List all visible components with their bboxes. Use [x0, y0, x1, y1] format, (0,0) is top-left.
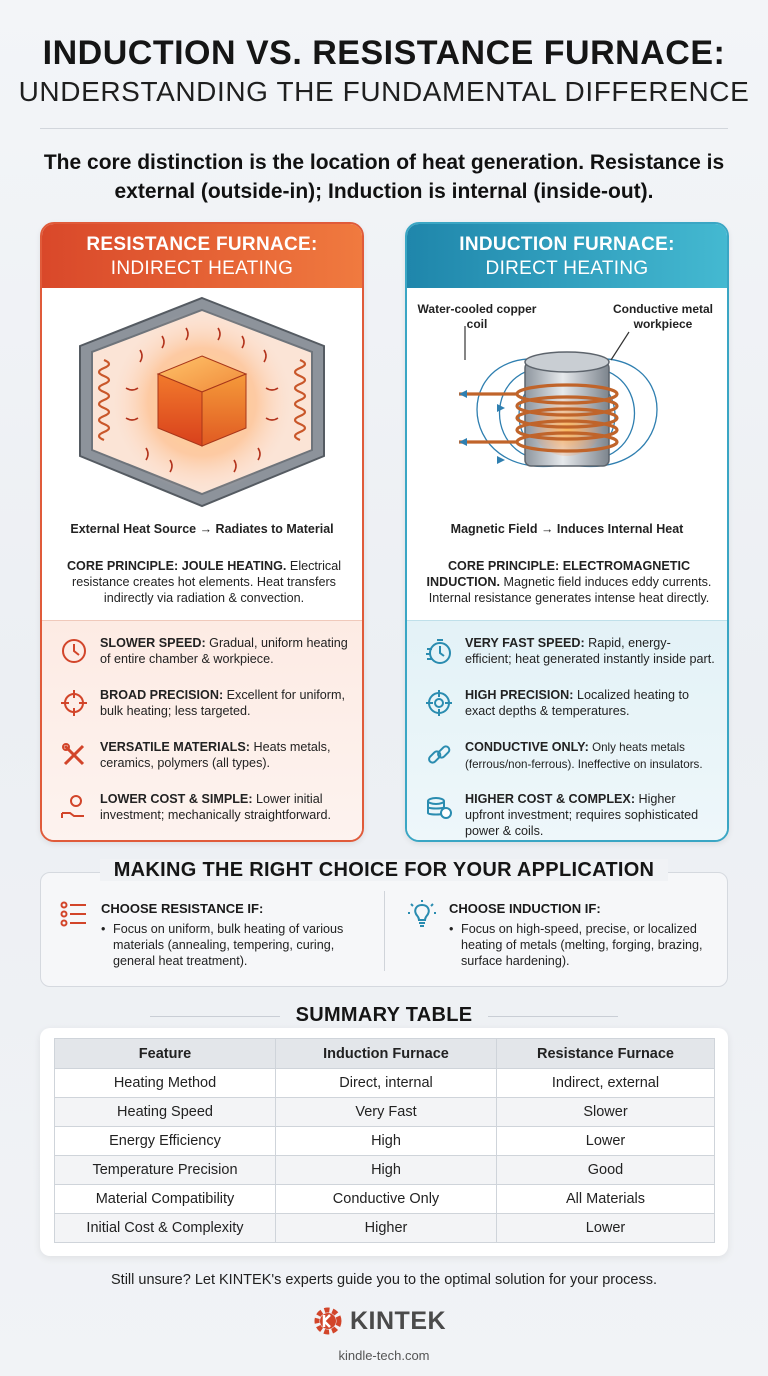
feature-text: Localized heating to exact depths & temperatures. [465, 688, 689, 718]
feature-title: VERSATILE MATERIALS: [100, 740, 250, 754]
table-cell: Heating Speed [55, 1098, 276, 1127]
feature-text: Only heats metals (ferrous/non-ferrous). Ineffective on insulators. [465, 741, 703, 771]
resistance-caption: External Heat Source → Radiates to Material [70, 522, 334, 536]
title-line-1: INDUCTION VS. RESISTANCE FURNACE: [42, 34, 726, 72]
table-cell: Very Fast [276, 1098, 497, 1127]
feature-title: HIGH PRECISION: [465, 688, 574, 702]
kintek-gear-icon [312, 1305, 344, 1337]
induction-subtitle: DIRECT HEATING [485, 258, 649, 279]
table-cell: Indirect, external [497, 1069, 715, 1098]
induction-principle-text: Magnetic field induces eddy currents. Internal resistance generates intense heat directly. [428, 575, 712, 605]
table-row [55, 1156, 715, 1185]
summary-table-card [40, 1028, 728, 1256]
choice-title [40, 859, 728, 882]
coil-label: Water-cooled copper coil [417, 302, 537, 331]
table-cell: All Materials [497, 1185, 715, 1214]
resistance-principle-text: Electrical resistance creates hot elements. Heat transfers indirectly via radiation & convection. [72, 559, 342, 605]
crosshair-icon [60, 689, 88, 717]
feature-title: LOWER COST & SIMPLE: [100, 792, 253, 806]
tools-icon [60, 741, 88, 769]
lead-text: The core distinction is the location of heat generation. Resistance is external (outside-in); Induction is internal (inside-out). [43, 151, 725, 203]
table-cell: Material Compatibility [55, 1185, 276, 1214]
feature-item [407, 635, 727, 687]
choice-title-text: MAKING THE RIGHT CHOICE FOR YOUR APPLICATION [100, 859, 669, 881]
stopwatch-icon [425, 637, 453, 665]
induction-principle-title: CORE PRINCIPLE: ELECTROMAGNETIC INDUCTION. [426, 559, 691, 589]
feature-item [407, 739, 727, 791]
resistance-panel-header [42, 224, 362, 288]
feature-title: SLOWER SPEED: [100, 636, 206, 650]
column-header: Induction Furnace [276, 1039, 497, 1069]
workpiece-label: Conductive metal workpiece [612, 302, 714, 331]
choice-divider [384, 891, 385, 971]
feature-title: HIGHER COST & COMPLEX: [465, 792, 636, 806]
summary-title [40, 1004, 728, 1027]
summary-title-text: SUMMARY TABLE [295, 1004, 473, 1026]
induction-principle [421, 558, 717, 606]
resistance-principle [56, 558, 352, 606]
feature-text: Gradual, uniform heating of entire chamber & workpiece. [100, 636, 348, 666]
feature-item [42, 687, 362, 739]
hand-coin-icon [60, 793, 88, 821]
list-icon [59, 899, 89, 929]
table-header-row [55, 1039, 715, 1069]
title-line-2: UNDERSTANDING THE FUNDAMENTAL DIFFERENCE [18, 76, 750, 107]
table-cell: Conductive Only [276, 1185, 497, 1214]
table-cell: Temperature Precision [55, 1156, 276, 1185]
feature-item [42, 791, 362, 842]
induction-title: INDUCTION FURNACE: [459, 234, 675, 255]
resistance-principle-title: CORE PRINCIPLE: JOULE HEATING. [66, 559, 287, 573]
summary-table [54, 1038, 715, 1243]
resistance-subtitle: INDIRECT HEATING [110, 258, 294, 279]
induction-features [407, 620, 727, 842]
induction-caption: Magnetic Field → Induces Internal Heat [450, 522, 684, 536]
feature-item [407, 791, 727, 842]
table-cell: High [276, 1156, 497, 1185]
table-cell: Energy Efficiency [55, 1127, 276, 1156]
feature-title: VERY FAST SPEED: [465, 636, 585, 650]
feature-title: BROAD PRECISION: [100, 688, 224, 702]
resistance-panel [40, 222, 364, 842]
table-row [55, 1185, 715, 1214]
table-cell: Slower [497, 1098, 715, 1127]
table-cell: Good [497, 1156, 715, 1185]
table-row [55, 1127, 715, 1156]
resistance-chamber-illustration [42, 288, 362, 518]
choose-induction-heading: CHOOSE INDUCTION IF: [449, 901, 601, 916]
kintek-logo[interactable] [312, 1303, 462, 1339]
link-icon [425, 741, 453, 769]
table-row [55, 1214, 715, 1243]
resistance-features [42, 620, 362, 842]
choose-resistance-heading: CHOOSE RESISTANCE IF: [101, 901, 264, 916]
feature-text: Higher upfront investment; requires sophisticated power & coils. [465, 792, 699, 838]
website-link[interactable]: kindle-tech.com [338, 1348, 430, 1363]
resistance-title: RESISTANCE FURNACE: [86, 234, 318, 255]
table-cell: Lower [497, 1127, 715, 1156]
coins-icon [425, 793, 453, 821]
footer-cta: Still unsure? Let KINTEK's experts guide you to the optimal solution for your process. [111, 1272, 657, 1288]
feature-item [407, 687, 727, 739]
table-cell: Direct, internal [276, 1069, 497, 1098]
column-header: Feature [55, 1039, 276, 1069]
table-cell: Lower [497, 1214, 715, 1243]
table-cell: Initial Cost & Complexity [55, 1214, 276, 1243]
clock-icon [60, 637, 88, 665]
feature-text: Rapid, energy-efficient; heat generated instantly inside part. [465, 636, 715, 666]
feature-item [42, 739, 362, 791]
choose-induction-text: • Focus on high-speed, precise, or localized heating of metals (melting, forging, brazing, surface hardening). [449, 921, 719, 969]
table-cell: Higher [276, 1214, 497, 1243]
column-header: Resistance Furnace [497, 1039, 715, 1069]
feature-text: Heats metals, ceramics, polymers (all types). [100, 740, 331, 770]
table-row [55, 1069, 715, 1098]
induction-panel-header [407, 224, 727, 288]
target-icon [425, 689, 453, 717]
header-divider [40, 128, 728, 129]
brand-name: KINTEK [350, 1307, 447, 1335]
feature-item [42, 635, 362, 687]
choose-resistance-text: • Focus on uniform, bulk heating of various materials (annealing, tempering, curing, general heat treatment). [101, 921, 371, 969]
feature-text: Excellent for uniform, bulk heating; less targeted. [100, 688, 345, 718]
table-cell: High [276, 1127, 497, 1156]
induction-panel [405, 222, 729, 842]
lightbulb-icon [407, 899, 437, 929]
table-cell: Heating Method [55, 1069, 276, 1098]
choice-section [40, 872, 728, 987]
feature-title: CONDUCTIVE ONLY: [465, 740, 589, 754]
table-row [55, 1098, 715, 1127]
feature-text: Lower initial investment; mechanically straightforward. [100, 792, 331, 822]
